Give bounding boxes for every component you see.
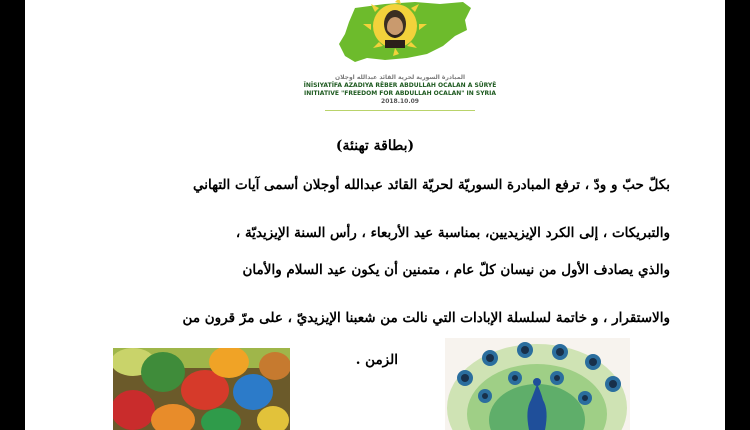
card-line-1: بكلّ حبّ و ودّ ، ترفع المبادرة السوريّة لحريّة القائد عبدالله أوجلان أسمى آيات التهاني — [193, 177, 670, 193]
card-line-2: والتبريكات ، إلى الكرد الإيزيديين، بمناسبة عيد الأربعاء ، رأس السنة الإيزيديّة ، — [235, 225, 670, 241]
card-line-4: والاستقرار ، و خاتمة لسلسلة الإبادات التي نالت من شعبنا الإيزيديّ ، على مرّ قرون من — [182, 310, 670, 326]
greeting-card-page — [25, 0, 725, 430]
logo-divider — [325, 110, 475, 111]
logo-caption — [285, 74, 515, 106]
logo-date: 2018.10.09 — [381, 98, 419, 105]
card-title: (بطاقة تهنئة) — [335, 138, 415, 154]
logo-arabic-line: المبادرة السورية لحرية القائد عبدالله اوجلان — [334, 74, 466, 81]
logo-english-line: INITIATIVE "FREEDOM FOR ABDULLAH OCALAN" IN SYRIA — [303, 90, 497, 97]
logo-kurdish-line: ÎNÎSIYATÎFA AZADIYA RÊBER ABDULLAH OCALAN A SÛRYÊ — [303, 82, 497, 89]
initiative-logo — [315, 0, 475, 62]
easter-eggs-photo — [113, 348, 290, 430]
card-line-3: والذي يصادف الأول من نيسان كلّ عام ، متمنين أن يكون عيد السلام والأمان — [242, 262, 670, 278]
card-line-5: الزمن . — [355, 352, 398, 368]
peacock-drawing — [445, 338, 630, 430]
logo-portrait-icon — [384, 10, 406, 48]
